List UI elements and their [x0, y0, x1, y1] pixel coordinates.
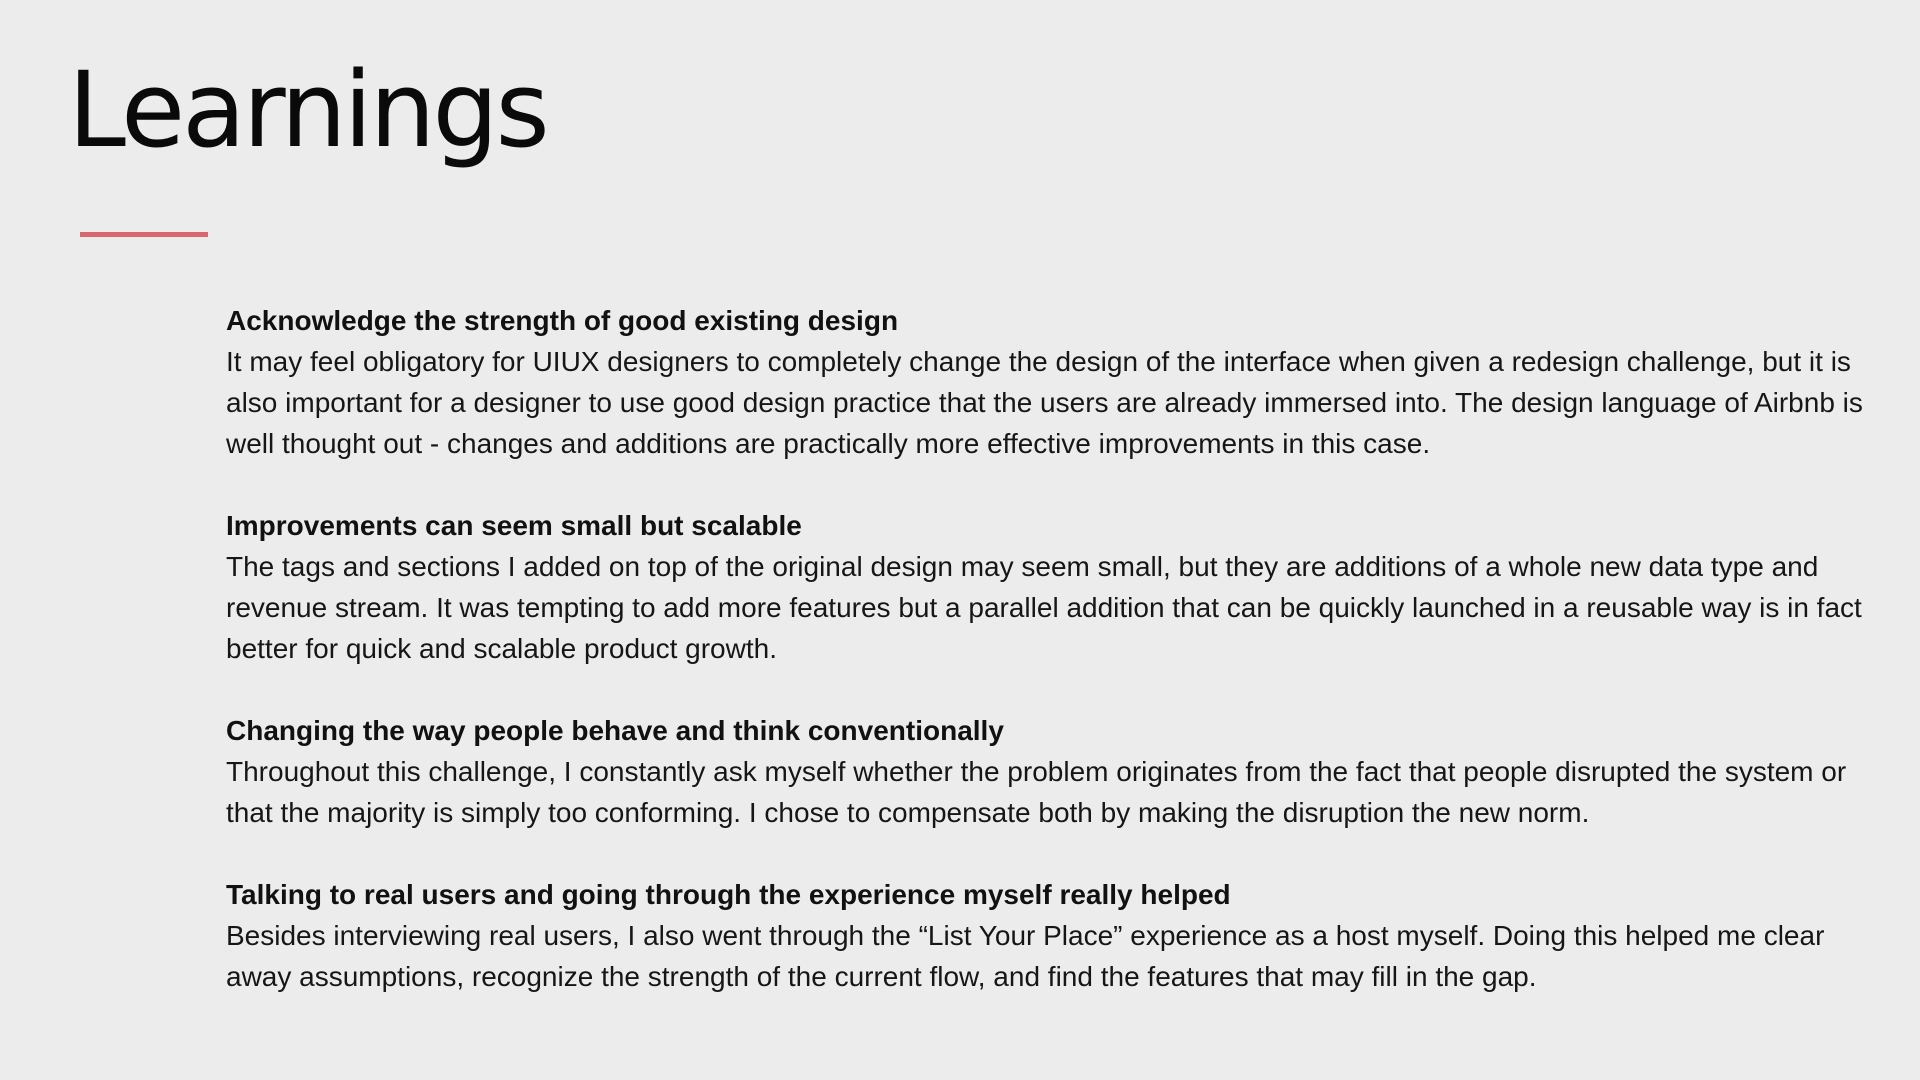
learning-section	[226, 874, 1866, 997]
section-heading: Changing the way people behave and think conventionally	[226, 715, 1004, 746]
section-body: It may feel obligatory for UIUX designers to completely change the design of the interface when given a redesign challenge, but it is also important for a designer to use good design practice that the users are already immersed into. The design language of Airbnb is well thought out - changes and additions are practically more effective improvements in this case.	[226, 346, 1863, 459]
section-heading: Improvements can seem small but scalable	[226, 510, 802, 541]
learning-section	[226, 505, 1866, 669]
section-heading: Acknowledge the strength of good existing design	[226, 305, 899, 336]
learning-section	[226, 300, 1866, 464]
learning-section	[226, 710, 1866, 833]
page-title: Learnings	[68, 49, 547, 171]
learnings-content	[226, 300, 1866, 1038]
section-heading: Talking to real users and going through the experience myself really helped	[226, 879, 1231, 910]
section-body: Besides interviewing real users, I also went through the “List Your Place” experience as a host myself. Doing this helped me clear away assumptions, recognize the strength of the current flow, and find the features that may fill in the gap.	[226, 920, 1825, 992]
section-body: The tags and sections I added on top of the original design may seem small, but they are additions of a whole new data type and revenue stream. It was tempting to add more features but a parallel addition that can be quickly launched in a reusable way is in fact better for quick and scalable product growth.	[226, 551, 1862, 664]
section-body: Throughout this challenge, I constantly ask myself whether the problem originates from the fact that people disrupted the system or that the majority is simply too conforming. I chose to compensate both by making the disruption the new norm.	[226, 756, 1847, 828]
title-accent-divider	[80, 232, 208, 237]
